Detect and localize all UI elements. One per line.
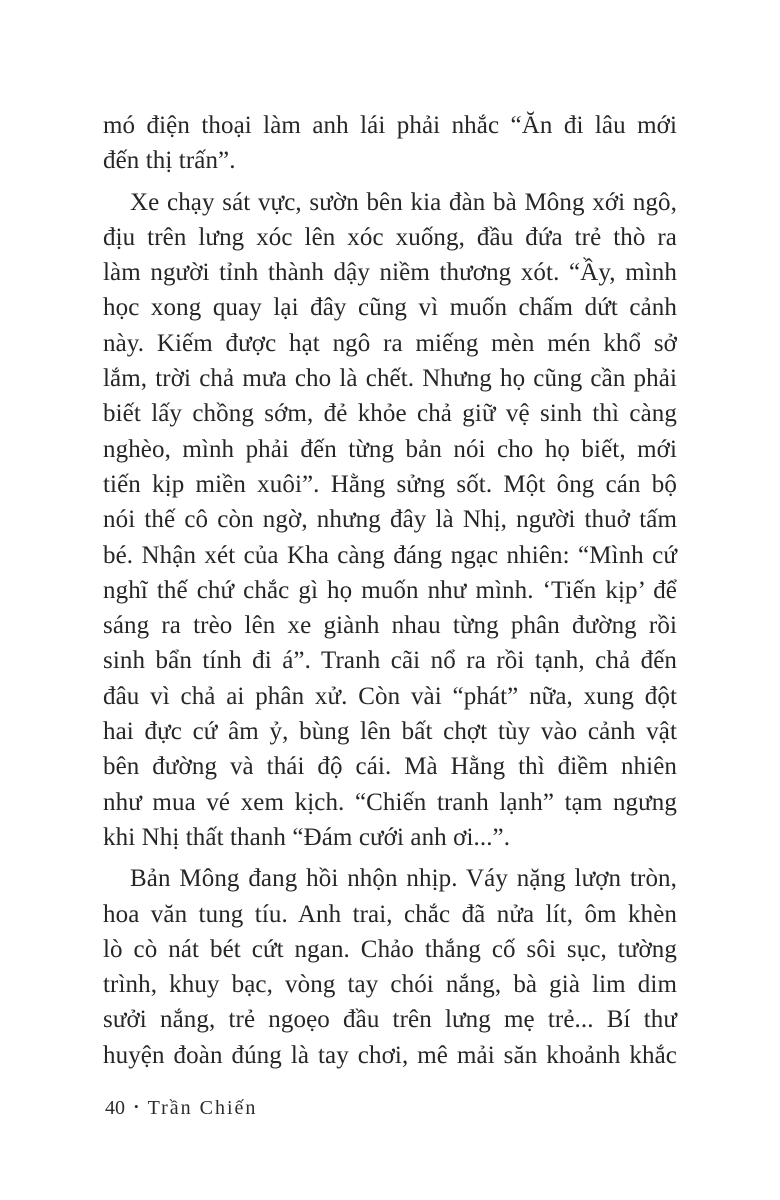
body-text [103, 108, 677, 1073]
text-line: bên đường và thái độ cái. Mà Hằng thì điềm nhiên [103, 753, 677, 781]
text-line: khi Nhị thất thanh “Đám cưới anh ơi...”. [103, 823, 511, 851]
text-line: Xe chạy sát vực, sườn bên kia đàn bà Mông xới ngô, [130, 188, 677, 216]
text-line: sáng ra trèo lên xe giành nhau từng phân đường rồi [103, 612, 677, 640]
text-line: lò cò nát bét cứt ngan. Chảo thắng cố sôi sục, tường [103, 935, 677, 963]
text-line: lắm, trời chả mưa cho là chết. Nhưng họ cũng cần phải [103, 365, 677, 393]
text-line: này. Kiếm được hạt ngô ra miếng mèn mén khổ sở [103, 329, 677, 357]
text-line: bé. Nhận xét của Kha càng đáng ngạc nhiên: “Mình cứ [103, 541, 677, 569]
text-line: nói thế cô còn ngờ, nhưng đây là Nhị, người thuở tấm [103, 506, 677, 534]
page-number: 40 [105, 1097, 125, 1119]
text-line: đâu vì chả ai phân xử. Còn vài “phát” nữa, xung đột [103, 682, 677, 710]
footer-author-name: Trần Chiến [147, 1097, 258, 1119]
text-line: Bản Mông đang hồi nhộn nhịp. Váy nặng lượn tròn, [130, 865, 677, 893]
page-footer [105, 1096, 257, 1122]
text-line: trình, khuy bạc, vòng tay chói nắng, bà già lim dim [103, 971, 677, 999]
text-line: huyện đoàn đúng là tay chơi, mê mải săn khoảnh khắc [103, 1041, 677, 1069]
text-line: biết lấy chồng sớm, đẻ khỏe chả giữ vệ sinh thì càng [103, 400, 677, 428]
text-line: sưởi nắng, trẻ ngoẹo đầu trên lưng mẹ trẻ... Bí thư [103, 1006, 677, 1034]
text-line: hoa văn tung tíu. Anh trai, chắc đã nửa lít, ôm khèn [103, 900, 677, 928]
text-line: hai đực cứ âm ỷ, bùng lên bất chợt tùy vào cảnh vật [103, 718, 677, 746]
text-line: như mua vé xem kịch. “Chiến tranh lạnh” tạm ngưng [103, 788, 677, 816]
text-line: làm người tỉnh thành dậy niềm thương xót. “Ầy, mình [103, 259, 677, 287]
text-line: nghèo, mình phải đến từng bản nói cho họ biết, mới [103, 435, 677, 463]
text-line: học xong quay lại đây cũng vì muốn chấm dứt cảnh [103, 294, 677, 322]
text-line: sinh bẩn tính đi á”. Tranh cãi nổ ra rồi tạnh, chả đến [103, 647, 677, 675]
footer-separator-dot: • [134, 1099, 139, 1114]
text-line: nghĩ thế chứ chắc gì họ muốn như mình. ‘Tiến kịp’ để [103, 576, 677, 604]
text-line: mó điện thoại làm anh lái phải nhắc “Ăn đi lâu mới [103, 112, 677, 139]
text-line: địu trên lưng xóc lên xóc xuống, đầu đứa trẻ thò ra [103, 223, 677, 251]
text-line: đến thị trấn”. [103, 147, 236, 175]
text-line: tiến kịp miền xuôi”. Hằng sửng sốt. Một ông cán bộ [103, 470, 677, 498]
